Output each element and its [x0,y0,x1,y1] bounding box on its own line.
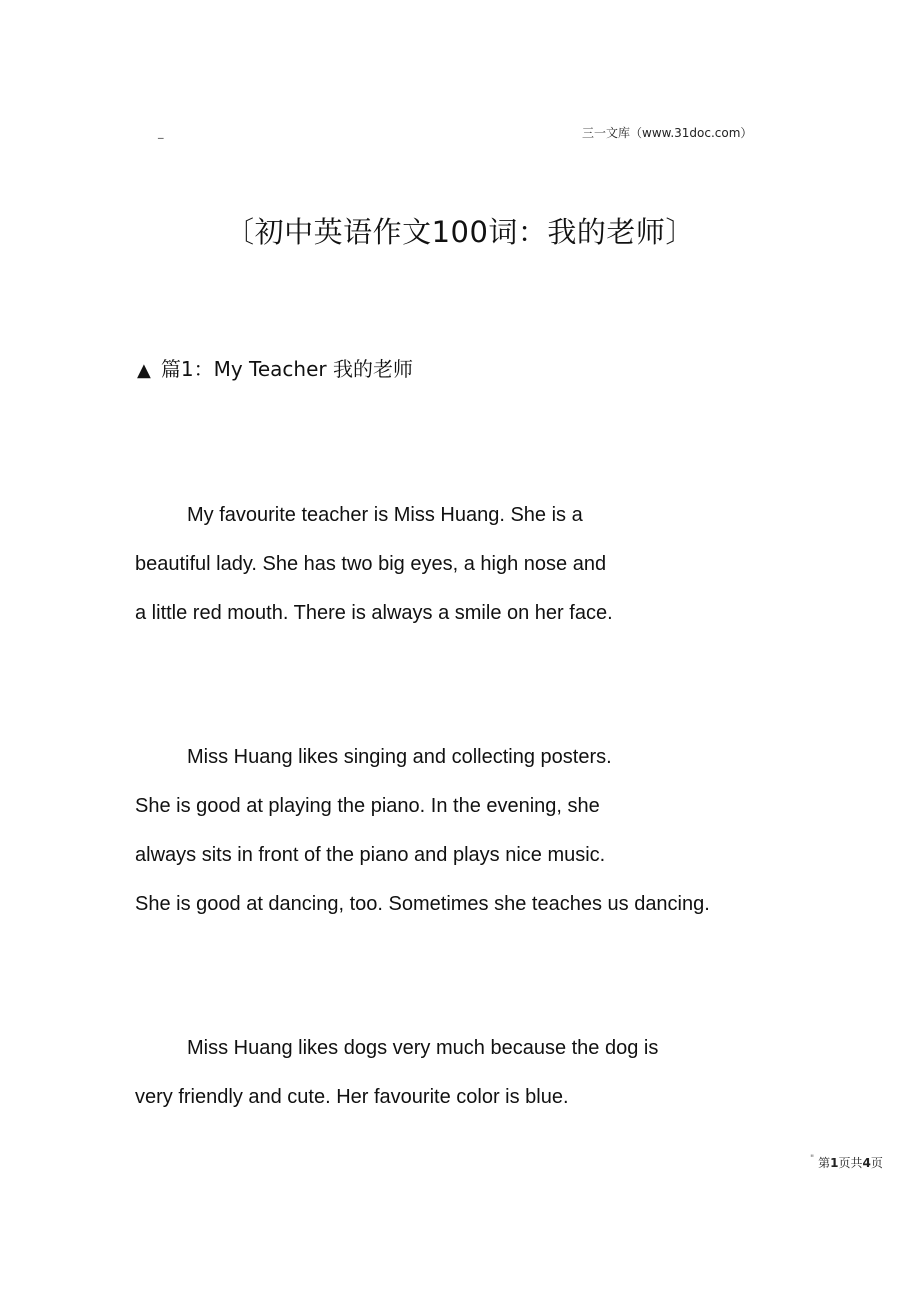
section-heading-text: 篇1：My Teacher 我的老师 [160,357,413,381]
paragraph-line: She is good at dancing, too. Sometimes she teaches us dancing. [135,893,710,915]
document-title: 〔初中英语作文100词：我的老师〕 [225,215,695,249]
page-total: 4 [862,1156,871,1170]
paragraph-line: My favourite teacher is Miss Huang. She is a [187,504,583,526]
page-prefix: 第 [818,1156,831,1170]
paragraph-line: beautiful lady. She has two big eyes, a high nose and [135,553,607,575]
page-suffix: 页 [870,1156,883,1170]
header-mark: _ [158,126,164,139]
page-number-footer [810,1154,883,1171]
section-heading [137,353,413,382]
paragraph-line: She is good at playing the piano. In the evening, she [135,795,600,817]
triangle-bullet-icon: ▲ [137,360,151,381]
header-source: 三一文库（www.31doc.com） [582,126,753,140]
paragraph-line: a little red mouth. There is always a smile on her face. [135,602,613,624]
paragraph-line: very friendly and cute. Her favourite color is blue. [135,1086,569,1108]
paragraph-line: Miss Huang likes dogs very much because the dog is [187,1037,659,1059]
paragraph-line: Miss Huang likes singing and collecting posters. [187,746,612,768]
page-middle: 页共 [838,1156,863,1170]
page-current: 1 [830,1156,839,1170]
footer-mark: " [810,1154,815,1164]
paragraph-line: always sits in front of the piano and plays nice music. [135,844,606,866]
